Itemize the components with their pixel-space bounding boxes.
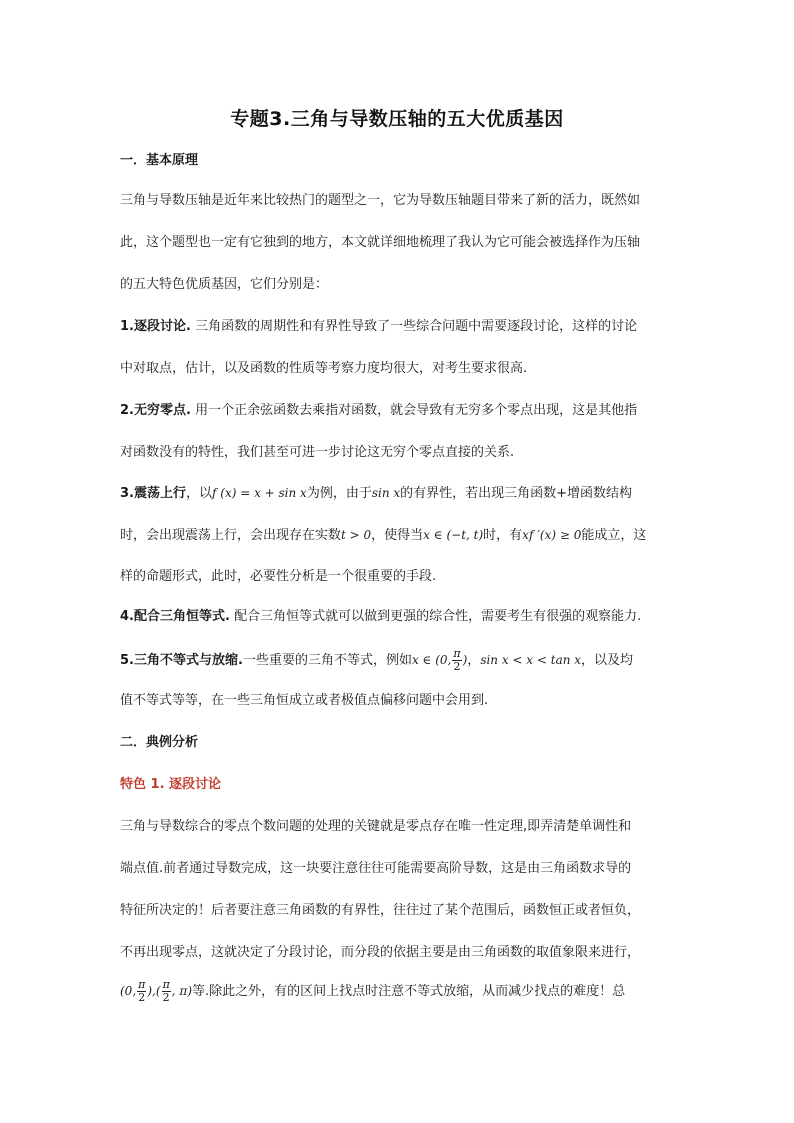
formula-interval-c: , π) xyxy=(171,984,192,998)
item-5-text-c: ，以及均 xyxy=(581,653,634,668)
intro-line-3: 的五大特色优质基因，它们分别是： xyxy=(120,277,329,292)
item-3-line-1 xyxy=(120,484,680,503)
item-3-line-2 xyxy=(120,526,680,545)
item-3-text-c: 的有界性，若出现三角函数+增函数结构 xyxy=(400,486,633,501)
formula-sin-tan-inequality: sin x < x < tan x xyxy=(480,653,582,667)
body-line-5 xyxy=(120,974,680,1008)
item-3-text-b: 为例，由于 xyxy=(306,486,372,501)
formula-interval-b: ),( xyxy=(147,984,161,998)
body-line-4: 不再出现零点，这就决定了分段讨论，而分段的依据主要是由三角函数的取值象限来进行， xyxy=(120,945,641,960)
section-heading-basic-principles: 一．基本原理 xyxy=(120,153,199,168)
body-line-2: 端点值.前者通过导数完成，这一块要注意往往可能需要高阶导数，这是由三角函数求导的 xyxy=(120,861,632,876)
body-line-3: 特征所决定的！后者要注意三角函数的有界性，往往过了某个范围后，函数恒正或者恒负， xyxy=(120,903,641,918)
item-3-text-a: ，以 xyxy=(185,486,212,501)
item-2-line-1 xyxy=(120,402,680,420)
formula-xf-prime: xf ′(x) ≥ 0 xyxy=(522,528,582,542)
item-2-label: 2.无穷零点. xyxy=(120,403,191,418)
item-5-text-a: 一些重要的三角不等式，例如 xyxy=(242,653,412,668)
formula-sin-x: sin x xyxy=(371,486,401,500)
feature-1-heading: 特色 1. 逐段讨论 xyxy=(120,777,222,792)
item-1-text: 三角函数的周期性和有界性导致了一些综合问题中需要逐段讨论，这样的讨论 xyxy=(190,319,638,334)
formula-interval-a: (0, xyxy=(120,984,137,998)
item-5-line-1 xyxy=(120,644,680,676)
item-5-text-b: ， xyxy=(467,653,481,668)
item-5-label: 5.三角不等式与放缩. xyxy=(120,653,243,668)
formula-f-x: f (x) = x + sin x xyxy=(212,486,307,500)
item-3-l2-text-c: 时，有 xyxy=(483,528,523,543)
section-heading-examples: 二．典例分析 xyxy=(120,735,199,750)
item-3-line-3: 样的命题形式，此时，必要性分析是一个很重要的手段. xyxy=(120,569,437,584)
item-4-line-1 xyxy=(120,608,680,626)
fraction-denominator: 2 xyxy=(162,991,170,1004)
item-3-label: 3.震荡上行 xyxy=(120,486,186,501)
fraction-pi-over-2-a xyxy=(137,979,146,1004)
fraction-numerator: π xyxy=(162,978,170,991)
item-1-line-1 xyxy=(120,318,680,336)
fraction-pi-over-2-b xyxy=(162,979,171,1004)
fraction-denominator: 2 xyxy=(138,991,146,1004)
item-1-line-2: 中对取点，估计，以及函数的性质等考察力度均很大，对考生要求很高. xyxy=(120,361,528,376)
item-4-label: 4.配合三角恒等式. xyxy=(120,609,230,624)
fraction-numerator: π xyxy=(138,978,146,991)
fraction-numerator: π xyxy=(453,647,461,660)
document-title: 专题3.三角与导数压轴的五大优质基因 xyxy=(230,108,564,130)
intro-line-1: 三角与导数压轴是近年来比较热门的题型之一，它为导数压轴题目带来了新的活力，既然如 xyxy=(120,193,641,208)
fraction-denominator: 2 xyxy=(453,660,461,673)
item-3-l2-text-a: 时，会出现震荡上行，会出现存在实数 xyxy=(120,528,342,543)
item-3-l2-text-d: 能成立，这 xyxy=(581,528,647,543)
body-line-5-text: 等.除此之外，有的区间上找点时注意不等式放缩，从而减少找点的难度！总 xyxy=(192,984,626,999)
intro-line-2: 此，这个题型也一定有它独到的地方，本文就详细地梳理了我认为它可能会被选择作为压轴 xyxy=(120,235,641,250)
item-2-line-2: 对函数没有的特性，我们甚至可进一步讨论这无穷个零点直接的关系. xyxy=(120,445,515,460)
item-1-label: 1.逐段讨论. xyxy=(120,319,191,334)
item-2-text: 用一个正余弦函数去乘指对函数，就会导致有无穷多个零点出现，这是其他指 xyxy=(190,403,638,418)
body-line-1: 三角与导数综合的零点个数问题的处理的关键就是零点存在唯一性定理,即弄清楚单调性和 xyxy=(120,819,632,834)
formula-x-interval: x ∈ (−t, t) xyxy=(423,528,484,542)
item-4-text: 配合三角恒等式就可以做到更强的综合性，需要考生有很强的观察能力. xyxy=(229,609,642,624)
item-5-line-2: 值不等式等等，在一些三角恒成立或者极值点偏移问题中会用到. xyxy=(120,693,489,708)
item-3-l2-text-b: ，使得当 xyxy=(371,528,424,543)
formula-t-positive: t > 0 xyxy=(341,528,372,542)
formula-x-in-b: ) xyxy=(462,653,468,667)
fraction-pi-over-2 xyxy=(452,648,461,673)
formula-x-in-a: x ∈ (0, xyxy=(411,653,452,667)
